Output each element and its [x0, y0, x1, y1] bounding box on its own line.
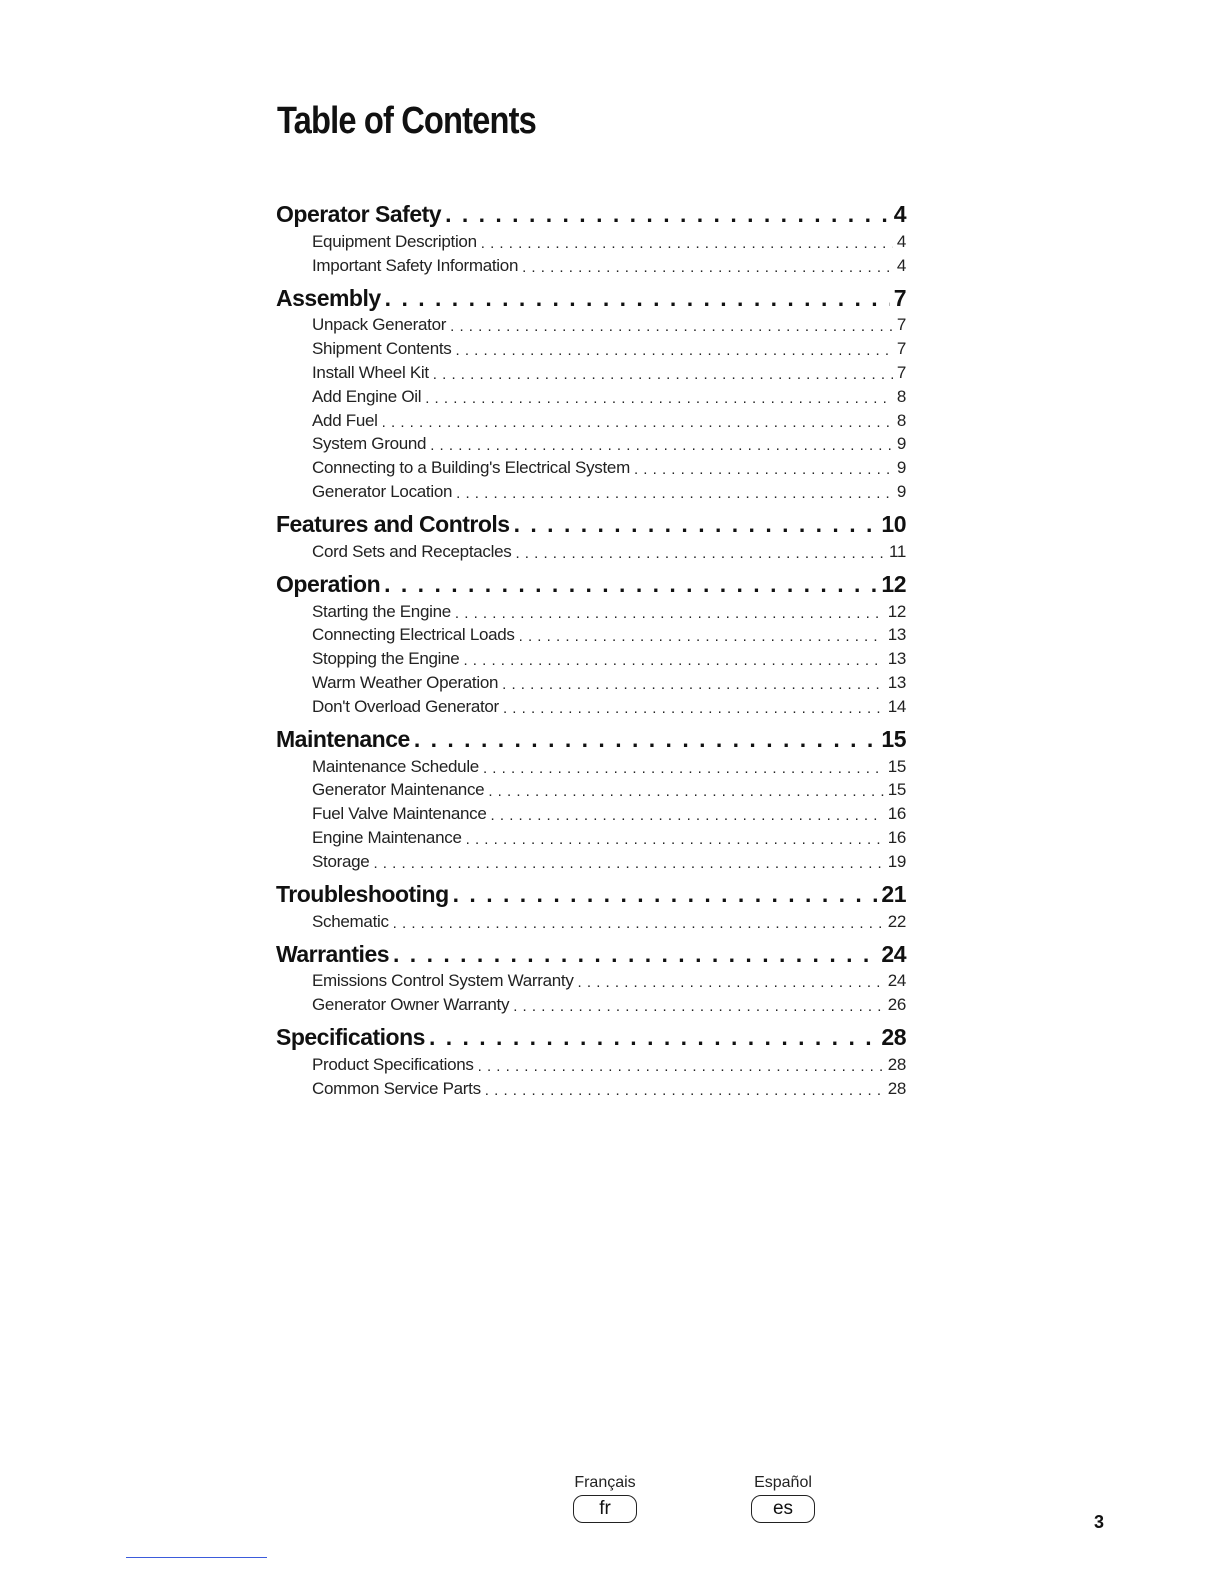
toc-heading-label: Operator Safety	[276, 201, 442, 227]
toc-item-label: Equipment Description	[312, 231, 477, 251]
toc-page-number: 10	[881, 510, 906, 537]
toc-item[interactable]	[276, 645, 906, 669]
toc-item-label: Starting the Engine	[312, 601, 451, 621]
toc-page-number: 7	[896, 315, 906, 335]
toc-item-label: Connecting Electrical Loads	[312, 625, 515, 645]
toc-heading-label: Features and Controls	[276, 510, 510, 537]
dot-leader	[478, 1058, 884, 1075]
toc-heading[interactable]	[276, 723, 906, 753]
dot-leader	[414, 726, 878, 753]
language-code-badge[interactable]: es	[751, 1495, 815, 1523]
dot-leader	[430, 437, 893, 454]
toc-section-specifications	[276, 1021, 906, 1099]
toc-item[interactable]	[276, 1051, 906, 1075]
toc-item[interactable]	[276, 454, 906, 478]
toc-item-label: Storage	[312, 851, 370, 871]
dot-leader	[463, 652, 883, 669]
toc-item-label: Generator Maintenance	[312, 780, 485, 800]
toc-item-label: Common Service Parts	[312, 1078, 481, 1098]
dot-leader	[450, 318, 893, 335]
toc-heading[interactable]	[276, 938, 906, 968]
toc-page-number: 12	[881, 570, 906, 597]
toc-item-label: Fuel Valve Maintenance	[312, 804, 487, 824]
dot-leader	[491, 807, 884, 824]
toc-heading-label: Warranties	[276, 940, 390, 967]
toc-page-number: 19	[887, 851, 906, 871]
toc-page-number: 7	[893, 284, 906, 311]
toc-item-label: Connecting to a Building's Electrical System	[312, 458, 630, 478]
page-number: 3	[1094, 1512, 1105, 1532]
toc-item[interactable]	[276, 228, 906, 252]
dot-leader	[429, 1024, 877, 1051]
toc-page-number: 8	[896, 410, 906, 430]
dot-leader	[373, 855, 883, 872]
dot-leader	[515, 545, 884, 562]
toc-page-number: 4	[896, 231, 906, 251]
toc-item-label: Schematic	[312, 911, 389, 931]
toc-item[interactable]	[276, 1075, 906, 1099]
dot-leader	[488, 783, 883, 800]
toc-section-operator-safety	[276, 198, 906, 276]
toc-item[interactable]	[276, 431, 906, 455]
dot-leader	[455, 605, 884, 622]
dot-leader	[578, 974, 884, 991]
toc-item[interactable]	[276, 383, 906, 407]
toc-page-number: 9	[896, 458, 906, 478]
toc-item-label: Don't Overload Generator	[312, 696, 499, 716]
toc-section-features-and-controls	[276, 508, 906, 562]
toc-item[interactable]	[276, 407, 906, 431]
toc-item-label: Engine Maintenance	[312, 827, 462, 847]
toc-item-label: Add Engine Oil	[312, 386, 422, 406]
toc-item[interactable]	[276, 968, 906, 992]
toc-heading[interactable]	[276, 878, 906, 908]
toc-page-number: 9	[896, 481, 906, 501]
toc-page-number: 4	[893, 201, 906, 227]
toc-page-number: 24	[881, 940, 906, 967]
dot-leader	[522, 259, 893, 276]
dot-leader	[481, 235, 893, 252]
toc-page-number: 16	[887, 827, 906, 847]
toc-page-number: 22	[887, 911, 906, 931]
toc-page-number: 15	[881, 725, 906, 752]
toc-item[interactable]	[276, 848, 906, 872]
toc-item[interactable]	[276, 908, 906, 932]
toc-page-number: 8	[896, 386, 906, 406]
toc-page-number: 7	[896, 362, 906, 382]
toc-heading-label: Operation	[276, 570, 381, 597]
toc-page-number: 28	[887, 1078, 906, 1098]
toc-item[interactable]	[276, 252, 906, 276]
toc-item-label: Shipment Contents	[312, 339, 452, 359]
toc-item-label: Cord Sets and Receptacles	[312, 541, 512, 561]
dot-leader	[393, 941, 877, 968]
toc-heading-label: Maintenance	[276, 725, 410, 752]
dot-leader	[453, 881, 878, 908]
toc-heading[interactable]	[276, 1021, 906, 1051]
toc-heading[interactable]	[276, 508, 906, 538]
toc-section-warranties	[276, 938, 906, 1016]
toc-item-label: System Ground	[312, 434, 427, 454]
toc-section-operation	[276, 568, 906, 717]
toc-item-label: Stopping the Engine	[312, 649, 460, 669]
toc-section-troubleshooting	[276, 878, 906, 932]
toc-item[interactable]	[276, 598, 906, 622]
dot-leader	[514, 511, 878, 538]
dot-leader	[382, 414, 893, 431]
language-code-badge[interactable]: fr	[573, 1495, 637, 1523]
toc-item-label: Maintenance Schedule	[312, 756, 479, 776]
dot-leader	[445, 201, 890, 228]
toc-page-number: 12	[887, 601, 906, 621]
page-title: Table of Contents	[277, 100, 536, 142]
dot-leader	[393, 915, 884, 932]
toc-item[interactable]	[276, 478, 906, 502]
toc-page-number: 13	[887, 625, 906, 645]
toc-item-label: Generator Owner Warranty	[312, 995, 510, 1015]
toc-page-number: 13	[887, 649, 906, 669]
dot-leader	[502, 676, 884, 693]
dot-leader	[455, 342, 892, 359]
dot-leader	[384, 571, 877, 598]
toc-item[interactable]	[276, 538, 906, 562]
toc-section-assembly	[276, 282, 906, 502]
toc-item[interactable]	[276, 669, 906, 693]
toc-section-maintenance	[276, 723, 906, 872]
toc-heading-label: Specifications	[276, 1024, 425, 1051]
dot-leader	[456, 485, 893, 502]
language-link-spanish[interactable]	[738, 1474, 828, 1523]
dot-leader	[485, 1082, 884, 1099]
toc-page-number: 16	[887, 804, 906, 824]
toc-item[interactable]	[276, 777, 906, 801]
language-label: Español	[754, 1474, 812, 1491]
toc-page-number: 15	[887, 780, 906, 800]
toc-page-number: 4	[896, 255, 906, 275]
toc-page-number: 24	[887, 971, 906, 991]
toc-item-label: Install Wheel Kit	[312, 362, 429, 382]
toc-heading[interactable]	[276, 198, 906, 228]
toc-item[interactable]	[276, 312, 906, 336]
toc-item-label: Add Fuel	[312, 410, 378, 430]
dot-leader	[519, 628, 884, 645]
toc-heading[interactable]	[276, 568, 906, 598]
toc-page-number: 14	[887, 696, 906, 716]
toc-page-number: 21	[881, 880, 906, 907]
toc-page-number: 28	[881, 1024, 906, 1051]
dot-leader	[385, 285, 890, 312]
toc-heading[interactable]	[276, 282, 906, 312]
toc-page-number: 15	[887, 756, 906, 776]
toc-item[interactable]	[276, 693, 906, 717]
toc-page-number: 13	[887, 672, 906, 692]
dot-leader	[425, 390, 893, 407]
toc-item[interactable]	[276, 753, 906, 777]
footer-rule	[126, 1557, 267, 1558]
toc-heading-label: Assembly	[276, 284, 381, 311]
toc-item-label: Product Specifications	[312, 1054, 474, 1074]
dot-leader	[503, 700, 884, 717]
toc-item-label: Emissions Control System Warranty	[312, 971, 574, 991]
toc-item[interactable]	[276, 335, 906, 359]
toc-item-label: Unpack Generator	[312, 315, 447, 335]
toc-item-label: Generator Location	[312, 481, 453, 501]
toc-item[interactable]	[276, 800, 906, 824]
dot-leader	[513, 998, 884, 1015]
toc-item[interactable]	[276, 359, 906, 383]
toc-item-label: Warm Weather Operation	[312, 672, 499, 692]
toc-page-number: 7	[896, 339, 906, 359]
table-of-contents	[276, 198, 906, 1105]
toc-item[interactable]	[276, 824, 906, 848]
toc-item-label: Important Safety Information	[312, 255, 519, 275]
dot-leader	[433, 366, 893, 383]
dot-leader	[483, 760, 884, 777]
language-link-french[interactable]	[560, 1474, 650, 1523]
dot-leader	[466, 831, 884, 848]
toc-item[interactable]	[276, 622, 906, 646]
toc-page-number: 9	[896, 434, 906, 454]
toc-page-number: 26	[887, 995, 906, 1015]
toc-page-number: 28	[887, 1054, 906, 1074]
toc-page-number: 11	[888, 541, 906, 561]
dot-leader	[634, 461, 893, 478]
toc-heading-label: Troubleshooting	[276, 880, 449, 907]
toc-item[interactable]	[276, 991, 906, 1015]
language-label: Français	[574, 1474, 636, 1491]
